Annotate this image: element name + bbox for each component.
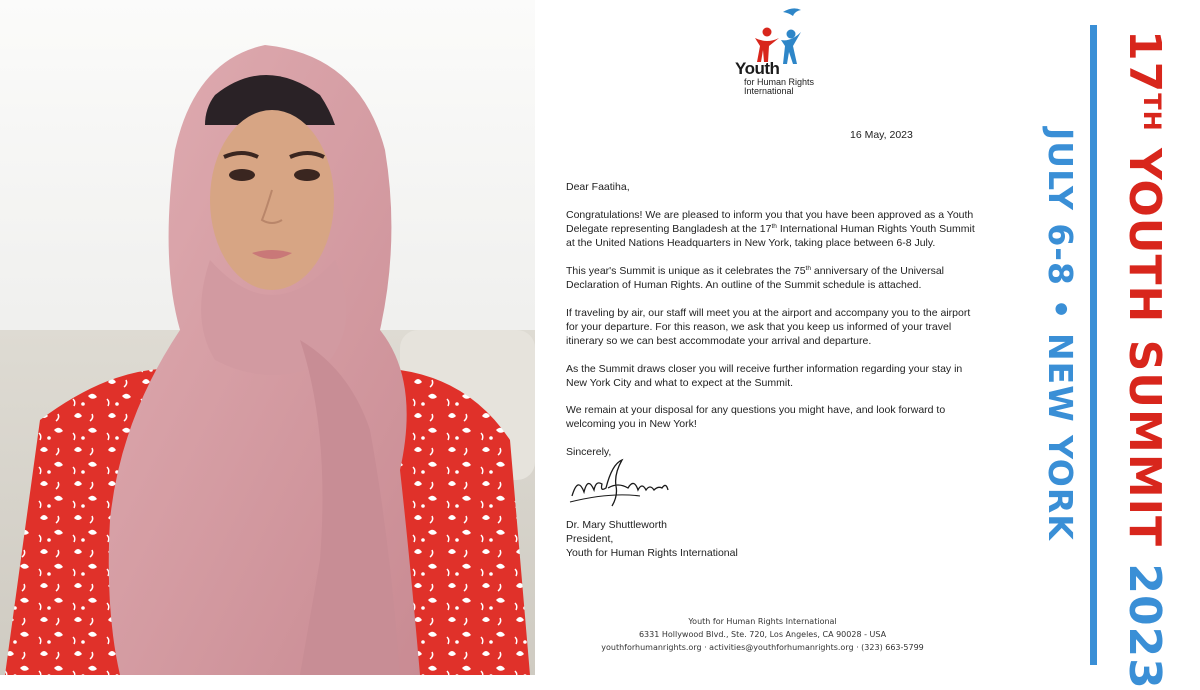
paragraph-line: As the Summit draws closer you will receive further information regarding your stay in — [566, 363, 963, 375]
banner-divider-bar — [1090, 25, 1097, 665]
paragraph-line: for your departure. For this reason, we ask that you keep us informed of your travel — [566, 321, 952, 333]
summit-year: 2023 — [1119, 563, 1170, 690]
paragraph-line: We remain at your disposal for any questions you might have, and look forward to — [566, 404, 946, 416]
signature-image — [568, 458, 678, 513]
logo-subtitle-line-2: International — [744, 86, 794, 96]
delegate-photo — [0, 0, 535, 675]
paragraph-anniversary — [566, 264, 986, 292]
paragraph-further-info — [566, 362, 986, 390]
summit-dates-location: JULY 6-8 • NEW YORK — [1041, 128, 1080, 541]
paragraph-line: New York City and what to expect at the Summit. — [566, 377, 794, 389]
paragraph-closing-remark — [566, 403, 986, 431]
signer-name: Dr. Mary Shuttleworth — [566, 519, 667, 531]
summit-banner — [1005, 10, 1190, 690]
paragraph-line: Delegate representing Bangladesh at the 17th International Human Rights Youth Summit — [566, 223, 975, 235]
paragraph-line: Declaration of Human Rights. An outline of the Summit schedule is attached. — [566, 279, 922, 291]
logo-subtitle-line-1: for Human Rights — [744, 77, 815, 87]
closing: Sincerely, — [566, 446, 612, 458]
paragraph-line: If traveling by air, our staff will meet you at the airport and accompany you to the airport — [566, 307, 971, 319]
logo-wordmark: Youth — [735, 59, 780, 78]
invitation-letter — [535, 0, 990, 675]
footer-organization: Youth for Human Rights International — [688, 617, 837, 626]
letter-date: 16 May, 2023 — [850, 129, 913, 141]
footer-contact: youthforhumanrights.org · activities@youthforhumanrights.org · (323) 663-5799 — [601, 643, 924, 652]
signer-organization: Youth for Human Rights International — [566, 547, 738, 559]
salutation: Dear Faatiha, — [566, 181, 630, 193]
signer-title: President, — [566, 533, 614, 545]
paragraph-line: welcoming you in New York! — [566, 418, 697, 430]
paragraph-line: This year's Summit is unique as it celebrates the 75th anniversary of the Universal — [566, 265, 945, 277]
portrait-figure — [0, 0, 535, 675]
summit-number: 17 — [1119, 30, 1170, 94]
summit-number-suffix: TH — [1138, 93, 1166, 132]
summit-title-text: YOUTH SUMMIT — [1119, 148, 1170, 547]
footer-address: 6331 Hollywood Blvd., Ste. 720, Los Angeles, CA 90028 - USA — [638, 630, 887, 639]
paragraph-line: at the United Nations Headquarters in New York, taking place between 6-8 July. — [566, 237, 936, 249]
paragraph-line: Congratulations! We are pleased to inform you that you have been approved as a Youth — [566, 209, 974, 221]
paragraph-travel — [566, 306, 986, 348]
paragraph-approval — [566, 208, 986, 250]
summit-title — [1119, 30, 1170, 690]
paragraph-line: itinerary so we can best accommodate your arrival and departure. — [566, 335, 872, 347]
